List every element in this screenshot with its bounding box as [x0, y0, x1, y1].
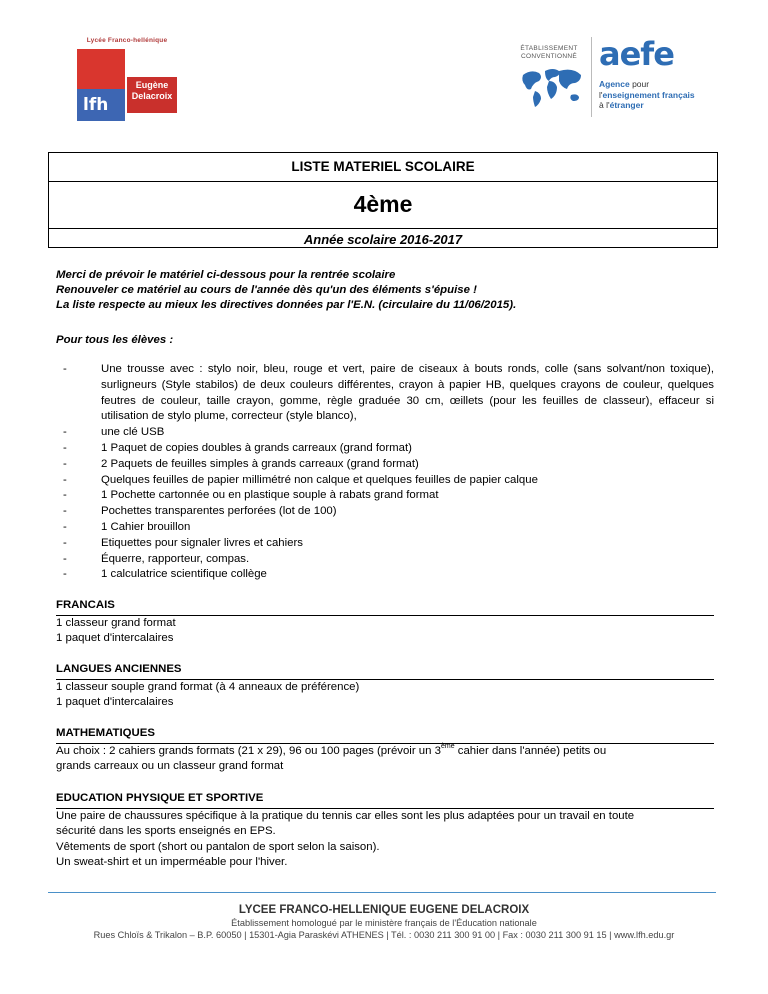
aefe-conventionne-label [515, 45, 583, 61]
section-line: Vêtements de sport (short ou pantalon de sport selon la saison). [56, 840, 380, 853]
aefe-agency-etranger: étranger [609, 100, 644, 110]
section-line: 1 paquet d'intercalaires [56, 696, 174, 709]
list-item [56, 552, 714, 568]
world-map-icon [519, 65, 583, 109]
section-line: Un sweat-shirt et un imperméable pour l'hiver. [56, 856, 288, 869]
list-item [56, 488, 714, 504]
section-heading: MATHEMATIQUES [56, 726, 714, 744]
list-item-text: 1 Paquet de copies doubles à grands carreaux (grand format) [101, 441, 412, 454]
footer-divider [48, 892, 716, 893]
lfh-logo-block [77, 49, 177, 121]
list-dash: - [63, 441, 67, 454]
intro-line: La liste respecte au mieux les directives données par l'E.N. (circulaire du 11/06/2015). [56, 299, 517, 311]
footer-school-name: LYCEE FRANCO-HELLENIQUE EUGENE DELACROIX [238, 904, 530, 916]
intro-text [56, 268, 726, 313]
list-item-text: 1 Pochette cartonnée ou en plastique souple à rabats grand format [101, 489, 439, 502]
list-item-text: Quelques feuilles de papier millimétré non calque et quelques feuilles de papier calque [101, 473, 538, 486]
aefe-agency-a: à l' [599, 100, 610, 110]
section-line: 1 classeur grand format [56, 616, 176, 629]
intro-line: Merci de prévoir le matériel ci-dessous pour la rentrée scolaire [56, 269, 396, 281]
aefe-wordmark: aefe [599, 35, 674, 73]
section-langues-anciennes [56, 662, 714, 711]
aefe-agency-pour: pour [629, 79, 650, 89]
section-mathematiques [56, 726, 714, 775]
list-item-text: 1 calculatrice scientifique collège [101, 568, 267, 581]
list-item [56, 520, 714, 536]
list-item-text: 2 Paquets de feuilles simples à grands carreaux (grand format) [101, 457, 419, 470]
title-box [48, 152, 718, 248]
list-item-text: Une trousse avec : stylo noir, bleu, rouge et vert, paire de ciseaux à bouts ronds, colle (sans solvant/non toxique), surligneurs (Style stabilos) de deux couleurs différentes, crayon à papier HB, quelques crayons de couleur, quelques feutres de couleur, taille crayon, gomme, règle graduée 30 cm, œillets (pour les feuilles de classeur), effaceur si utilisation de stylo plume, correcteur (style blanco), [101, 363, 714, 423]
aefe-conv-line2: CONVENTIONNÉ [521, 53, 577, 60]
class-level: 4ème [353, 191, 413, 217]
aefe-logo-separator [591, 37, 592, 117]
all-students-label: Pour tous les élèves : [56, 334, 174, 346]
list-item [56, 425, 714, 441]
list-item [56, 504, 714, 520]
list-dash: - [63, 520, 67, 533]
list-dash: - [63, 426, 67, 439]
lfh-logo-caption: Lycée Franco-hellénique [86, 37, 168, 44]
list-dash: - [63, 489, 67, 502]
lfh-logo-red-square [77, 49, 125, 89]
list-dash: - [63, 536, 67, 549]
list-dash: - [63, 457, 67, 470]
list-item-text: une clé USB [101, 426, 165, 439]
section-francais [56, 598, 714, 647]
title-divider [49, 181, 717, 182]
aefe-conv-line1: ÉTABLISSEMENT [520, 45, 578, 52]
list-item-text: 1 Cahier brouillon [101, 520, 191, 533]
list-dash: - [63, 363, 67, 375]
section-line [56, 744, 714, 760]
aefe-agency-word: Agence [599, 79, 630, 89]
footer-address: Rues Chloïs & Trikalon – B.P. 60050 | 15301-Agia Paraskévi ATHENES | Tél. : 0030 211 300 91 00 | Fax : 0030 211 300 91 15 | www.lfh.edu.gr [93, 930, 675, 940]
title-divider [49, 228, 717, 229]
aefe-agency-tagline [599, 79, 699, 111]
section-eps [56, 791, 714, 871]
aefe-logo [515, 33, 695, 118]
aefe-agency-enseignement: enseignement français [602, 89, 695, 100]
maths-line-text: Au choix : 2 cahiers grands formats (21 x 29), 96 ou 100 pages (prévoir un 3 [56, 744, 441, 757]
maths-line-superscript: ème [440, 742, 455, 750]
list-item [56, 457, 714, 473]
lfh-logo [75, 37, 179, 122]
lfh-logo-name-line1: Eugène [135, 80, 169, 90]
section-line: grands carreaux ou un classeur grand format [56, 760, 284, 773]
school-year: Année scolaire 2016-2017 [303, 232, 463, 247]
lfh-logo-name [127, 77, 177, 113]
lfh-logo-name-line2: Delacroix [131, 91, 173, 101]
list-item [56, 362, 714, 425]
list-item-text: Équerre, rapporteur, compas. [101, 552, 250, 565]
list-dash: - [63, 552, 67, 565]
list-item-text: Etiquettes pour signaler livres et cahiers [101, 536, 303, 549]
aefe-agency-l: l' [599, 89, 603, 100]
list-dash: - [63, 473, 67, 486]
section-line: 1 classeur souple grand format (à 4 anneaux de préférence) [56, 680, 360, 693]
section-heading: FRANCAIS [56, 598, 714, 616]
intro-line: Renouveler ce matériel au cours de l'année dès qu'un des éléments s'épuise ! [56, 284, 477, 296]
list-item [56, 567, 714, 583]
maths-line-text: cahier dans l'année) petits ou [454, 744, 607, 757]
section-line: sécurité dans les sports enseignés en EPS. [56, 825, 276, 838]
section-line: Une paire de chaussures spécifique à la pratique du tennis car elles sont les plus adaptées pour un travail en toute [56, 809, 635, 822]
list-dash: - [63, 568, 67, 581]
footer-homologation: Établissement homologué par le ministère français de l'Éducation nationale [231, 918, 537, 928]
list-item [56, 441, 714, 457]
list-item [56, 473, 714, 489]
section-heading: LANGUES ANCIENNES [56, 662, 714, 680]
list-dash: - [63, 505, 67, 518]
document-heading: LISTE MATERIEL SCOLAIRE [291, 159, 475, 174]
supply-list [56, 362, 714, 583]
list-item [56, 536, 714, 552]
lfh-logo-mark: lfh [83, 95, 109, 115]
section-heading: EDUCATION PHYSIQUE ET SPORTIVE [56, 791, 714, 809]
section-line: 1 paquet d'intercalaires [56, 632, 174, 645]
list-item-text: Pochettes transparentes perforées (lot de 100) [101, 505, 337, 518]
